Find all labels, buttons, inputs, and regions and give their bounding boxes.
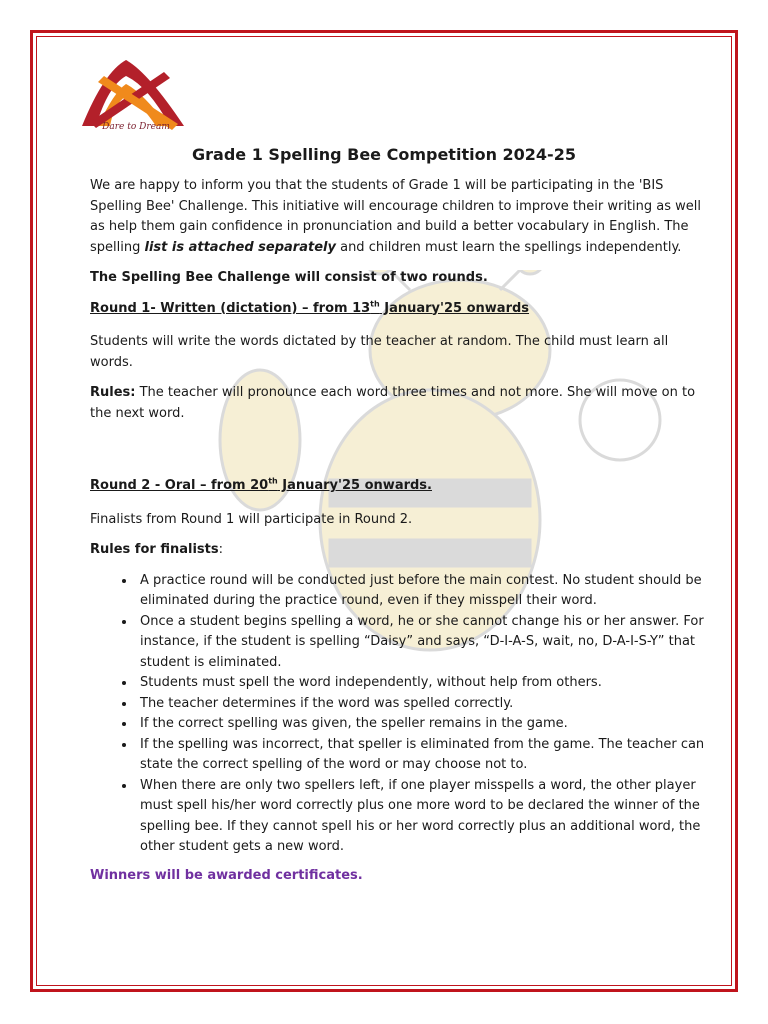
round2-heading: Round 2 - Oral – from 20th January'25 onwards. [90,476,432,493]
list-item: • Once a student begins spelling a word, he or she cannot change his or her answer. For instance, if the student is spelling “Daisy” and says, “D-I-A-S, wait, no, D-A-I-S-Y” that student is eliminated. [136,612,710,674]
document-body [90,176,710,886]
intro-paragraph [90,176,710,258]
finalist-rules-list [90,571,710,858]
list-item: • If the correct spelling was given, the speller remains in the game. [136,714,710,735]
list-item: • A practice round will be conducted just before the main contest. No student should be eliminated during the practice round, even if they misspell their word. [136,571,710,612]
list-item: • The teacher determines if the word was spelled correctly. [136,694,710,715]
intro-text-end: and children must learn the spellings independently. [335,239,682,255]
round1-rules-text: The teacher will pronounce each word three times and not more. She will move on to the next word. [90,385,696,421]
finalist-rules-label: Rules for finalists: [90,542,223,557]
intro-text: We are happy to inform you that the students of Grade 1 will be participating in the 'BIS Spelling Bee' Challenge. This initiative will encourage children to improve their writing as well as help them gain confidence in pronunciation and build a better vocabulary in English. The spelling [90,178,701,255]
list-item: • When there are only two spellers left, if one player misspells a word, the other player must spell his/her word correctly plus one more word to be declared the winner of the spelling bee. If they cannot spell his or her word correctly plus an additional word, the other student gets a new word. [136,776,710,858]
rounds-summary: The Spelling Bee Challenge will consist of two rounds. [90,270,488,285]
list-item: • If the spelling was incorrect, that speller is eliminated from the game. The teacher can state the correct spelling of the word or may choose not to. [136,735,710,776]
page-title: Grade 1 Spelling Bee Competition 2024-25 [192,145,576,164]
round1-description: Students will write the words dictated by the teacher at random. The child must learn all words. [90,334,669,370]
list-item: • Students must spell the word independently, without help from others. [136,673,710,694]
round1-rules [90,383,710,424]
round1-rules-label: Rules: [90,385,136,400]
logo-tagline: Dare to Dream [102,122,170,132]
intro-emphasis: list is attached separately [144,239,336,255]
closing-note: Winners will be awarded certificates. [90,867,363,883]
round1-heading: Round 1- Written (dictation) – from 13th January'25 onwards [90,299,530,316]
round2-description: Finalists from Round 1 will participate in Round 2. [90,511,413,527]
